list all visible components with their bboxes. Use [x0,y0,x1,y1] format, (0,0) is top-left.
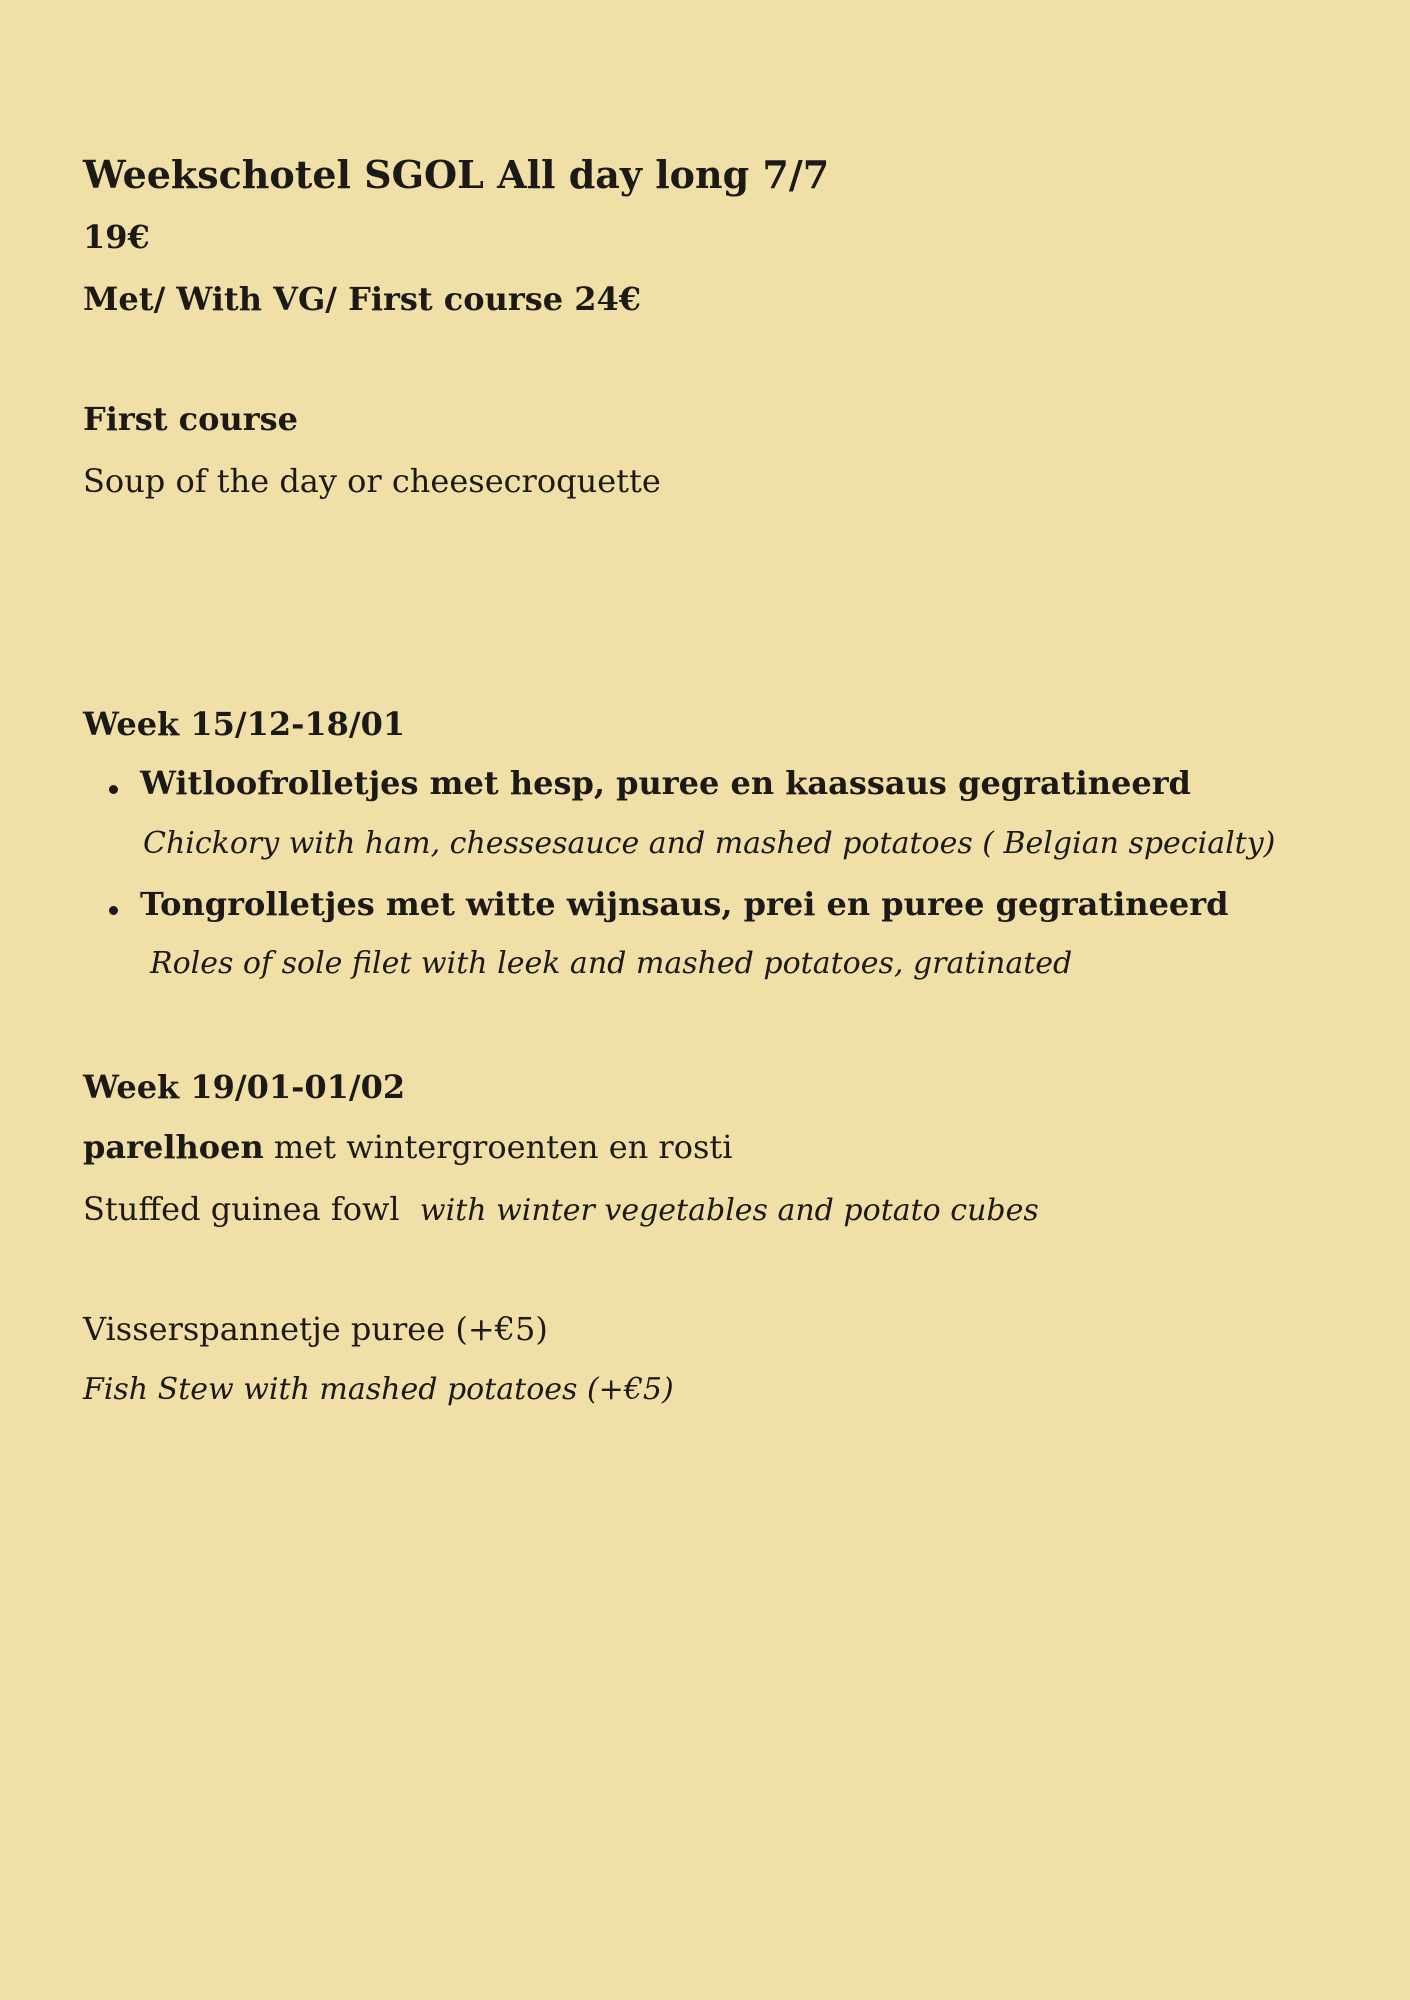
week2-dish-en-plain: Stuffed guinea fowl [83,1190,420,1228]
extra-dish-nl: Visserspannetje puree (+€5) [83,1310,548,1348]
first-course-text: Soup of the day or cheesecroquette [83,462,661,500]
week1-item-1-description: Chickory with ham, chessesauce and mashed potatoes ( Belgian specialty) [143,826,1276,861]
bullet-icon [109,785,118,794]
menu-title: Weekschotel SGOL All day long 7/7 [83,152,830,197]
menu-price: 19€ [83,218,150,256]
week2-dish-en-italic: with winter vegetables and potato cubes [419,1193,1039,1228]
week1-item-2-name: Tongrolletjes met witte wijnsaus, prei en puree gegratineerd [140,885,1229,923]
week2-dish-en [83,1190,1039,1228]
menu-option-price: Met/ With VG/ First course 24€ [83,280,642,318]
week2-dish-nl-bold: parelhoen [83,1128,264,1166]
week2-heading: Week 19/01-01/02 [83,1068,406,1106]
extra-dish-en: Fish Stew with mashed potatoes (+€5) [83,1372,674,1407]
week2-dish-nl [83,1128,733,1166]
week1-heading: Week 15/12-18/01 [83,705,406,743]
week1-item-2-description: Roles of sole filet with leek and mashed potatoes, gratinated [150,946,1073,981]
week1-item-1-name: Witloofrolletjes met hesp, puree en kaassaus gegratineerd [140,764,1191,802]
first-course-heading: First course [83,400,298,438]
bullet-icon [109,906,118,915]
week2-dish-nl-rest: met wintergroenten en rosti [263,1128,733,1166]
